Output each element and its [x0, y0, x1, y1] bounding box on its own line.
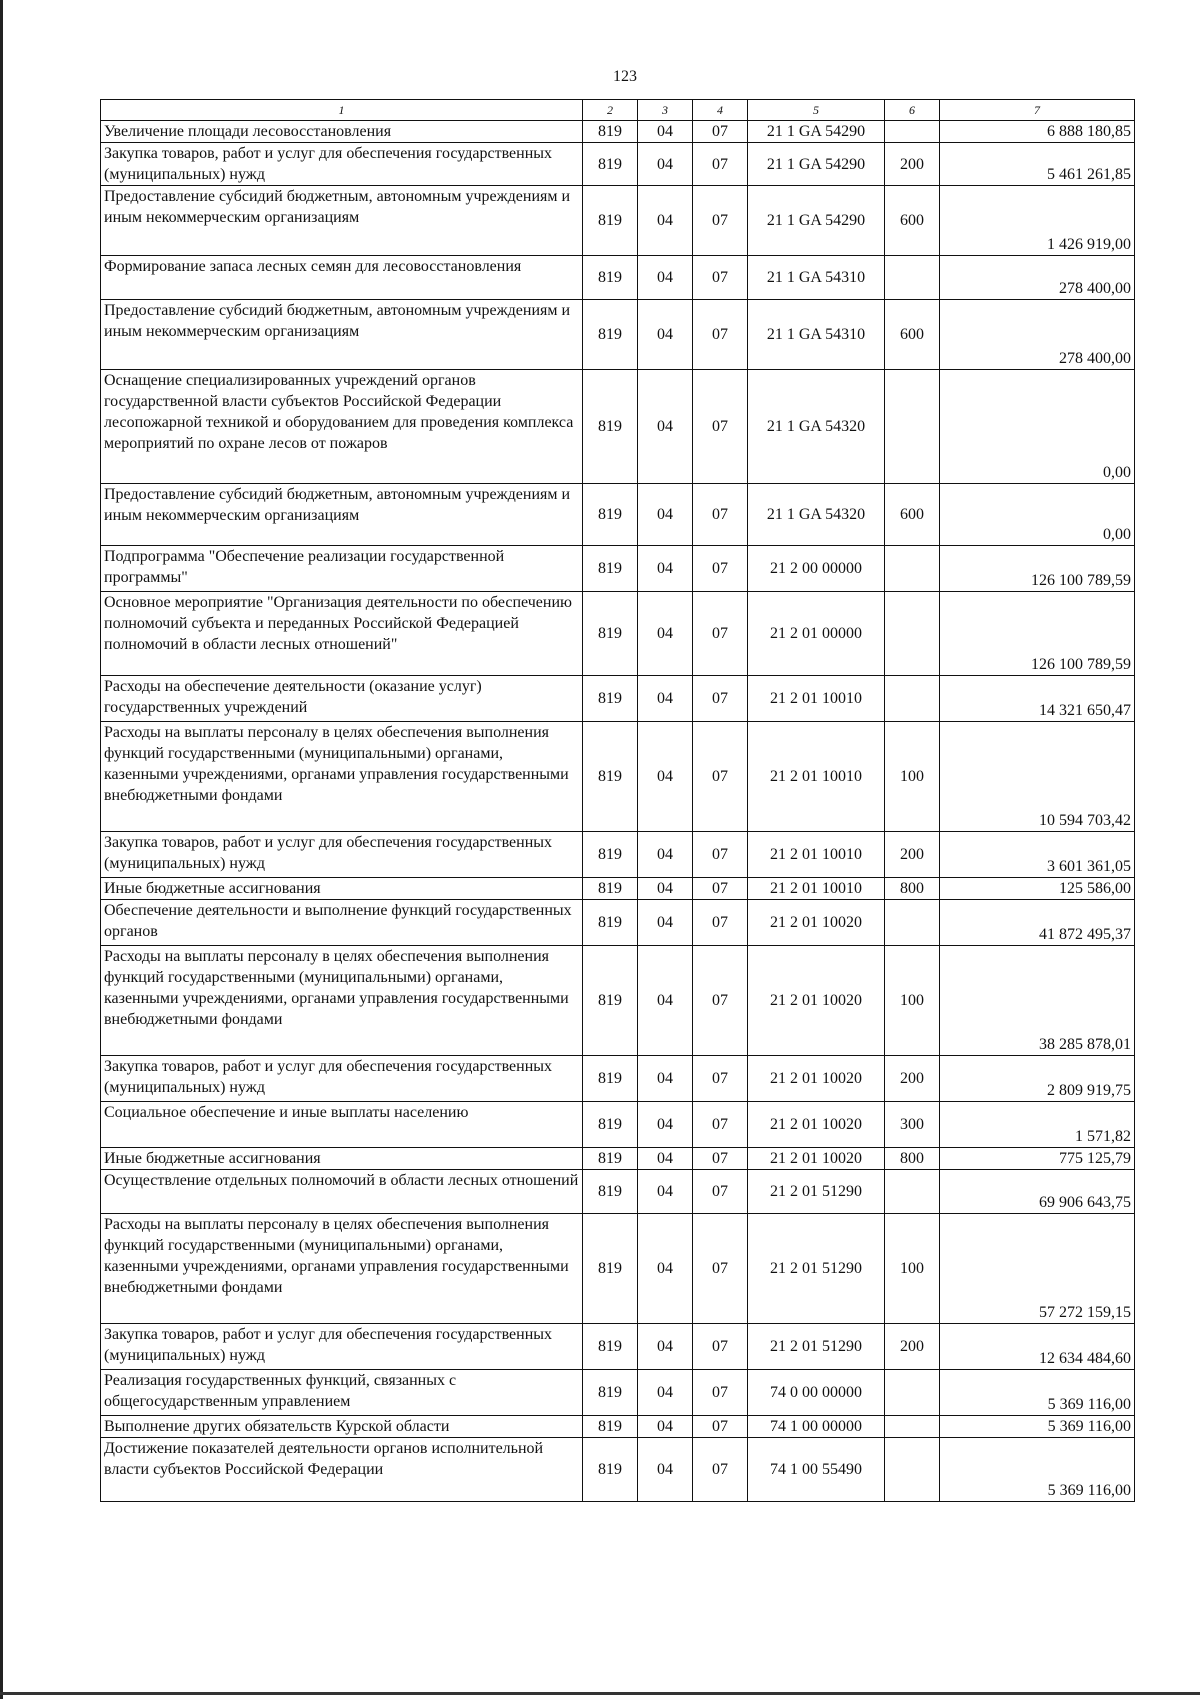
table-row [101, 832, 1135, 878]
header-cell: 1 [101, 100, 583, 121]
row-description: Осуществление отдельных полномочий в области лесных отношений [101, 1170, 583, 1214]
row-section-code: 04 [638, 1416, 693, 1438]
row-expense-type [885, 676, 940, 722]
row-section-code: 04 [638, 484, 693, 546]
row-description: Закупка товаров, работ и услуг для обеспечения государственных (муниципальных) нужд [101, 1324, 583, 1370]
row-target-article: 21 2 01 10010 [748, 676, 885, 722]
table-row [101, 676, 1135, 722]
row-target-article: 21 2 01 10010 [748, 878, 885, 900]
row-target-article: 21 2 01 51290 [748, 1170, 885, 1214]
row-amount: 1 571,82 [940, 1102, 1135, 1148]
row-target-article: 21 2 01 10020 [748, 1056, 885, 1102]
row-target-article: 21 1 GA 54320 [748, 370, 885, 484]
table-row [101, 256, 1135, 300]
row-subsection-code: 07 [693, 1324, 748, 1370]
table-row [101, 722, 1135, 832]
budget-table [100, 99, 1135, 1502]
row-ministry-code: 819 [583, 143, 638, 186]
row-amount: 69 906 643,75 [940, 1170, 1135, 1214]
row-expense-type: 600 [885, 300, 940, 370]
row-expense-type: 200 [885, 143, 940, 186]
row-expense-type [885, 900, 940, 946]
row-target-article: 21 1 GA 54290 [748, 143, 885, 186]
row-amount: 278 400,00 [940, 256, 1135, 300]
row-description: Социальное обеспечение и иные выплаты населению [101, 1102, 583, 1148]
row-target-article: 74 0 00 00000 [748, 1370, 885, 1416]
row-target-article: 21 2 01 10020 [748, 1148, 885, 1170]
row-subsection-code: 07 [693, 676, 748, 722]
row-ministry-code: 819 [583, 1416, 638, 1438]
row-section-code: 04 [638, 900, 693, 946]
row-ministry-code: 819 [583, 546, 638, 592]
row-ministry-code: 819 [583, 900, 638, 946]
row-ministry-code: 819 [583, 1056, 638, 1102]
row-subsection-code: 07 [693, 722, 748, 832]
row-section-code: 04 [638, 676, 693, 722]
row-description: Основное мероприятие "Организация деятельности по обеспечению полномочий субъекта и переданных Российской Федерацией полномочий в области лесных отношений" [101, 592, 583, 676]
row-target-article: 21 2 01 10010 [748, 832, 885, 878]
row-description: Расходы на выплаты персоналу в целях обеспечения выполнения функций государственными (муниципальными) органами, казенными учреждениями, органами управления государственными внебюджетными фондами [101, 946, 583, 1056]
row-section-code: 04 [638, 1056, 693, 1102]
table-row [101, 900, 1135, 946]
row-target-article: 74 1 00 55490 [748, 1438, 885, 1502]
row-expense-type [885, 592, 940, 676]
row-description: Расходы на выплаты персоналу в целях обеспечения выполнения функций государственными (муниципальными) органами, казенными учреждениями, органами управления государственными внебюджетными фондами [101, 722, 583, 832]
row-description: Предоставление субсидий бюджетным, автономным учреждениям и иным некоммерческим организациям [101, 186, 583, 256]
row-ministry-code: 819 [583, 676, 638, 722]
row-amount: 5 461 261,85 [940, 143, 1135, 186]
row-subsection-code: 07 [693, 1438, 748, 1502]
table-row [101, 1214, 1135, 1324]
table-row [101, 370, 1135, 484]
row-expense-type [885, 370, 940, 484]
row-section-code: 04 [638, 946, 693, 1056]
row-subsection-code: 07 [693, 143, 748, 186]
row-subsection-code: 07 [693, 1170, 748, 1214]
row-expense-type [885, 121, 940, 143]
row-subsection-code: 07 [693, 121, 748, 143]
row-description: Подпрограмма "Обеспечение реализации государственной программы" [101, 546, 583, 592]
header-cell: 3 [638, 100, 693, 121]
row-expense-type: 600 [885, 186, 940, 256]
row-target-article: 21 2 01 51290 [748, 1214, 885, 1324]
row-section-code: 04 [638, 878, 693, 900]
row-target-article: 21 2 01 51290 [748, 1324, 885, 1370]
row-ministry-code: 819 [583, 1214, 638, 1324]
row-target-article: 21 2 01 10020 [748, 900, 885, 946]
table-row [101, 484, 1135, 546]
row-expense-type: 100 [885, 722, 940, 832]
row-description: Предоставление субсидий бюджетным, автономным учреждениям и иным некоммерческим организациям [101, 300, 583, 370]
row-amount: 6 888 180,85 [940, 121, 1135, 143]
row-description: Расходы на выплаты персоналу в целях обеспечения выполнения функций государственными (муниципальными) органами, казенными учреждениями, органами управления государственными внебюджетными фондами [101, 1214, 583, 1324]
row-description: Формирование запаса лесных семян для лесовосстановления [101, 256, 583, 300]
row-ministry-code: 819 [583, 1438, 638, 1502]
row-ministry-code: 819 [583, 121, 638, 143]
row-description: Реализация государственных функций, связанных с общегосударственным управлением [101, 1370, 583, 1416]
row-subsection-code: 07 [693, 946, 748, 1056]
row-section-code: 04 [638, 256, 693, 300]
row-ministry-code: 819 [583, 186, 638, 256]
row-target-article: 21 2 01 10010 [748, 722, 885, 832]
header-cell: 7 [940, 100, 1135, 121]
row-target-article: 21 2 01 10020 [748, 946, 885, 1056]
row-amount: 0,00 [940, 370, 1135, 484]
table-row [101, 946, 1135, 1056]
scan-edge-left [0, 0, 3, 1699]
header-cell: 5 [748, 100, 885, 121]
row-expense-type: 200 [885, 1324, 940, 1370]
table-body [101, 121, 1135, 1502]
table-row [101, 1056, 1135, 1102]
table-row [101, 1370, 1135, 1416]
row-expense-type [885, 1370, 940, 1416]
row-target-article: 74 1 00 00000 [748, 1416, 885, 1438]
row-expense-type [885, 256, 940, 300]
table-row [101, 143, 1135, 186]
row-ministry-code: 819 [583, 1170, 638, 1214]
row-subsection-code: 07 [693, 370, 748, 484]
row-ministry-code: 819 [583, 878, 638, 900]
row-expense-type: 200 [885, 1056, 940, 1102]
row-ministry-code: 819 [583, 300, 638, 370]
row-amount: 41 872 495,37 [940, 900, 1135, 946]
row-description: Выполнение других обязательств Курской области [101, 1416, 583, 1438]
row-expense-type: 600 [885, 484, 940, 546]
row-section-code: 04 [638, 1102, 693, 1148]
row-expense-type: 200 [885, 832, 940, 878]
header-row [101, 100, 1135, 121]
table-row [101, 1438, 1135, 1502]
row-subsection-code: 07 [693, 546, 748, 592]
row-amount: 10 594 703,42 [940, 722, 1135, 832]
row-amount: 12 634 484,60 [940, 1324, 1135, 1370]
row-section-code: 04 [638, 1170, 693, 1214]
row-target-article: 21 2 01 10020 [748, 1102, 885, 1148]
row-description: Иные бюджетные ассигнования [101, 1148, 583, 1170]
table-row [101, 878, 1135, 900]
header-cell: 6 [885, 100, 940, 121]
row-target-article: 21 1 GA 54310 [748, 300, 885, 370]
row-expense-type: 300 [885, 1102, 940, 1148]
row-amount: 38 285 878,01 [940, 946, 1135, 1056]
table-row [101, 1170, 1135, 1214]
row-section-code: 04 [638, 1324, 693, 1370]
scan-edge-bottom [0, 1692, 1200, 1695]
row-ministry-code: 819 [583, 722, 638, 832]
row-section-code: 04 [638, 186, 693, 256]
row-subsection-code: 07 [693, 1416, 748, 1438]
row-expense-type: 100 [885, 946, 940, 1056]
row-ministry-code: 819 [583, 1102, 638, 1148]
row-expense-type [885, 1170, 940, 1214]
row-expense-type [885, 1438, 940, 1502]
table-row [101, 1416, 1135, 1438]
row-description: Закупка товаров, работ и услуг для обеспечения государственных (муниципальных) нужд [101, 1056, 583, 1102]
row-description: Оснащение специализированных учреждений органов государственной власти субъектов Российской Федерации лесопожарной техникой и оборудованием для проведения комплекса мероприятий по охране лесов от пожаров [101, 370, 583, 484]
row-amount: 1 426 919,00 [940, 186, 1135, 256]
header-cell: 2 [583, 100, 638, 121]
row-ministry-code: 819 [583, 1370, 638, 1416]
row-section-code: 04 [638, 143, 693, 186]
table-row [101, 186, 1135, 256]
row-subsection-code: 07 [693, 1370, 748, 1416]
row-subsection-code: 07 [693, 186, 748, 256]
row-subsection-code: 07 [693, 1102, 748, 1148]
row-ministry-code: 819 [583, 1324, 638, 1370]
row-amount: 0,00 [940, 484, 1135, 546]
table-row [101, 1324, 1135, 1370]
row-amount: 5 369 116,00 [940, 1370, 1135, 1416]
row-target-article: 21 1 GA 54320 [748, 484, 885, 546]
row-ministry-code: 819 [583, 484, 638, 546]
row-ministry-code: 819 [583, 1148, 638, 1170]
row-description: Обеспечение деятельности и выполнение функций государственных органов [101, 900, 583, 946]
row-amount: 125 586,00 [940, 878, 1135, 900]
row-amount: 126 100 789,59 [940, 592, 1135, 676]
row-target-article: 21 2 01 00000 [748, 592, 885, 676]
row-section-code: 04 [638, 722, 693, 832]
row-amount: 126 100 789,59 [940, 546, 1135, 592]
row-ministry-code: 819 [583, 592, 638, 676]
row-amount: 775 125,79 [940, 1148, 1135, 1170]
row-subsection-code: 07 [693, 1056, 748, 1102]
row-subsection-code: 07 [693, 484, 748, 546]
row-section-code: 04 [638, 592, 693, 676]
row-section-code: 04 [638, 300, 693, 370]
row-ministry-code: 819 [583, 832, 638, 878]
row-subsection-code: 07 [693, 1148, 748, 1170]
row-subsection-code: 07 [693, 1214, 748, 1324]
row-subsection-code: 07 [693, 300, 748, 370]
row-section-code: 04 [638, 370, 693, 484]
row-amount: 3 601 361,05 [940, 832, 1135, 878]
row-description: Закупка товаров, работ и услуг для обеспечения государственных (муниципальных) нужд [101, 832, 583, 878]
row-amount: 278 400,00 [940, 300, 1135, 370]
row-description: Расходы на обеспечение деятельности (оказание услуг) государственных учреждений [101, 676, 583, 722]
row-amount: 5 369 116,00 [940, 1438, 1135, 1502]
table-row [101, 121, 1135, 143]
row-ministry-code: 819 [583, 370, 638, 484]
table-row [101, 546, 1135, 592]
row-description: Закупка товаров, работ и услуг для обеспечения государственных (муниципальных) нужд [101, 143, 583, 186]
row-amount: 2 809 919,75 [940, 1056, 1135, 1102]
row-expense-type: 800 [885, 878, 940, 900]
row-description: Предоставление субсидий бюджетным, автономным учреждениям и иным некоммерческим организациям [101, 484, 583, 546]
row-expense-type: 100 [885, 1214, 940, 1324]
table-row [101, 592, 1135, 676]
row-ministry-code: 819 [583, 256, 638, 300]
row-section-code: 04 [638, 1148, 693, 1170]
page-number: 123 [613, 68, 637, 85]
row-subsection-code: 07 [693, 900, 748, 946]
row-section-code: 04 [638, 1214, 693, 1324]
row-expense-type [885, 546, 940, 592]
row-subsection-code: 07 [693, 878, 748, 900]
row-subsection-code: 07 [693, 832, 748, 878]
row-target-article: 21 1 GA 54290 [748, 186, 885, 256]
header-cell: 4 [693, 100, 748, 121]
row-expense-type: 800 [885, 1148, 940, 1170]
row-description: Иные бюджетные ассигнования [101, 878, 583, 900]
table-row [101, 300, 1135, 370]
row-section-code: 04 [638, 546, 693, 592]
row-target-article: 21 1 GA 54310 [748, 256, 885, 300]
row-section-code: 04 [638, 832, 693, 878]
table-row [101, 1102, 1135, 1148]
row-description: Достижение показателей деятельности органов исполнительной власти субъектов Российской Федерации [101, 1438, 583, 1502]
table-row [101, 1148, 1135, 1170]
row-target-article: 21 1 GA 54290 [748, 121, 885, 143]
row-amount: 57 272 159,15 [940, 1214, 1135, 1324]
row-target-article: 21 2 00 00000 [748, 546, 885, 592]
row-description: Увеличение площади лесовосстановления [101, 121, 583, 143]
row-amount: 14 321 650,47 [940, 676, 1135, 722]
row-amount: 5 369 116,00 [940, 1416, 1135, 1438]
row-section-code: 04 [638, 1438, 693, 1502]
row-section-code: 04 [638, 1370, 693, 1416]
row-subsection-code: 07 [693, 256, 748, 300]
row-expense-type [885, 1416, 940, 1438]
row-section-code: 04 [638, 121, 693, 143]
row-subsection-code: 07 [693, 592, 748, 676]
row-ministry-code: 819 [583, 946, 638, 1056]
